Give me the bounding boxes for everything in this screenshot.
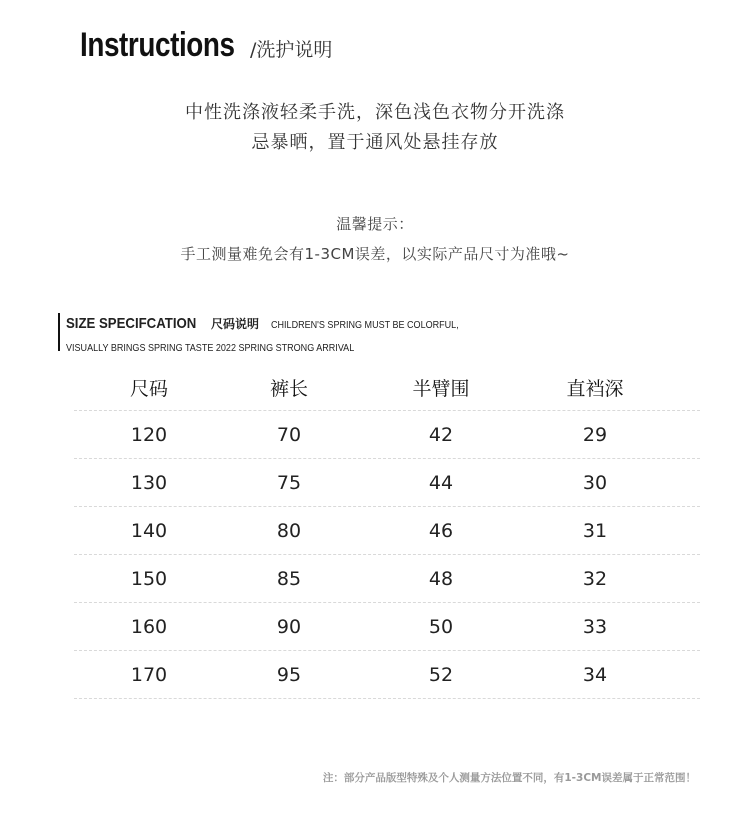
size-heading-line-1 [66, 313, 489, 332]
table-cell: 48 [428, 567, 454, 590]
table-cell: 52 [428, 663, 454, 686]
table-cell: 70 [276, 423, 302, 446]
table-cell: 130 [130, 471, 168, 494]
header-size: 尺码 [129, 378, 168, 400]
header-rise-depth: 直裆深 [566, 378, 624, 400]
table-cell: 80 [276, 519, 302, 542]
table-row [74, 411, 700, 459]
table-cell: 46 [428, 519, 454, 542]
table-header-row [74, 365, 700, 411]
table-cell: 50 [428, 615, 454, 638]
care-instruction-line-2: 忌暴晒，置于通风处悬挂存放 [251, 132, 499, 153]
size-title-chinese: 尺码说明 [211, 317, 260, 331]
size-title-english: SIZE SPECIFCATION [66, 315, 197, 332]
table-row [74, 507, 700, 555]
table-row [74, 555, 700, 603]
table-cell: 44 [428, 471, 454, 494]
table-cell: 75 [276, 471, 302, 494]
table-cell: 31 [582, 519, 608, 542]
section-accent-bar [58, 313, 60, 351]
table-cell: 150 [130, 567, 168, 590]
table-cell: 160 [130, 615, 168, 638]
table-cell: 170 [130, 663, 168, 686]
size-section-heading [66, 313, 489, 355]
table-cell: 32 [582, 567, 608, 590]
table-cell: 120 [130, 423, 168, 446]
table-row [74, 603, 700, 651]
size-heading-line-2 [66, 336, 489, 355]
page-title [80, 26, 332, 65]
size-description-2: VISUALLY BRINGS SPRING TASTE 2022 SPRING STRONG ARRIVAL [66, 342, 355, 354]
title-english: Instructions [80, 26, 235, 64]
title-chinese: /洗护说明 [250, 39, 333, 61]
tip-text: 手工测量难免会有1-3CM误差，以实际产品尺寸为准哦~ [180, 245, 570, 263]
table-cell: 90 [276, 615, 302, 638]
table-row [74, 651, 700, 699]
table-row [74, 459, 700, 507]
table-cell: 42 [428, 423, 454, 446]
tip-heading: 温馨提示： [336, 215, 414, 233]
table-cell: 30 [582, 471, 608, 494]
table-cell: 85 [276, 567, 302, 590]
table-cell: 33 [582, 615, 608, 638]
header-pants-length: 裤长 [269, 378, 308, 400]
table-cell: 29 [582, 423, 608, 446]
size-description-1: CHILDREN'S SPRING MUST BE COLORFUL, [271, 319, 459, 331]
header-half-leg-circumference: 半臂围 [412, 378, 470, 400]
table-cell: 34 [582, 663, 608, 686]
footnote: 注：部分产品版型特殊及个人测量方法位置不同，有1-3CM误差属于正常范围！ [322, 772, 696, 784]
table-cell: 140 [130, 519, 168, 542]
table-cell: 95 [276, 663, 302, 686]
size-table [74, 365, 700, 699]
care-instruction-line-1: 中性洗涤液轻柔手洗，深色浅色衣物分开洗涤 [185, 102, 565, 123]
